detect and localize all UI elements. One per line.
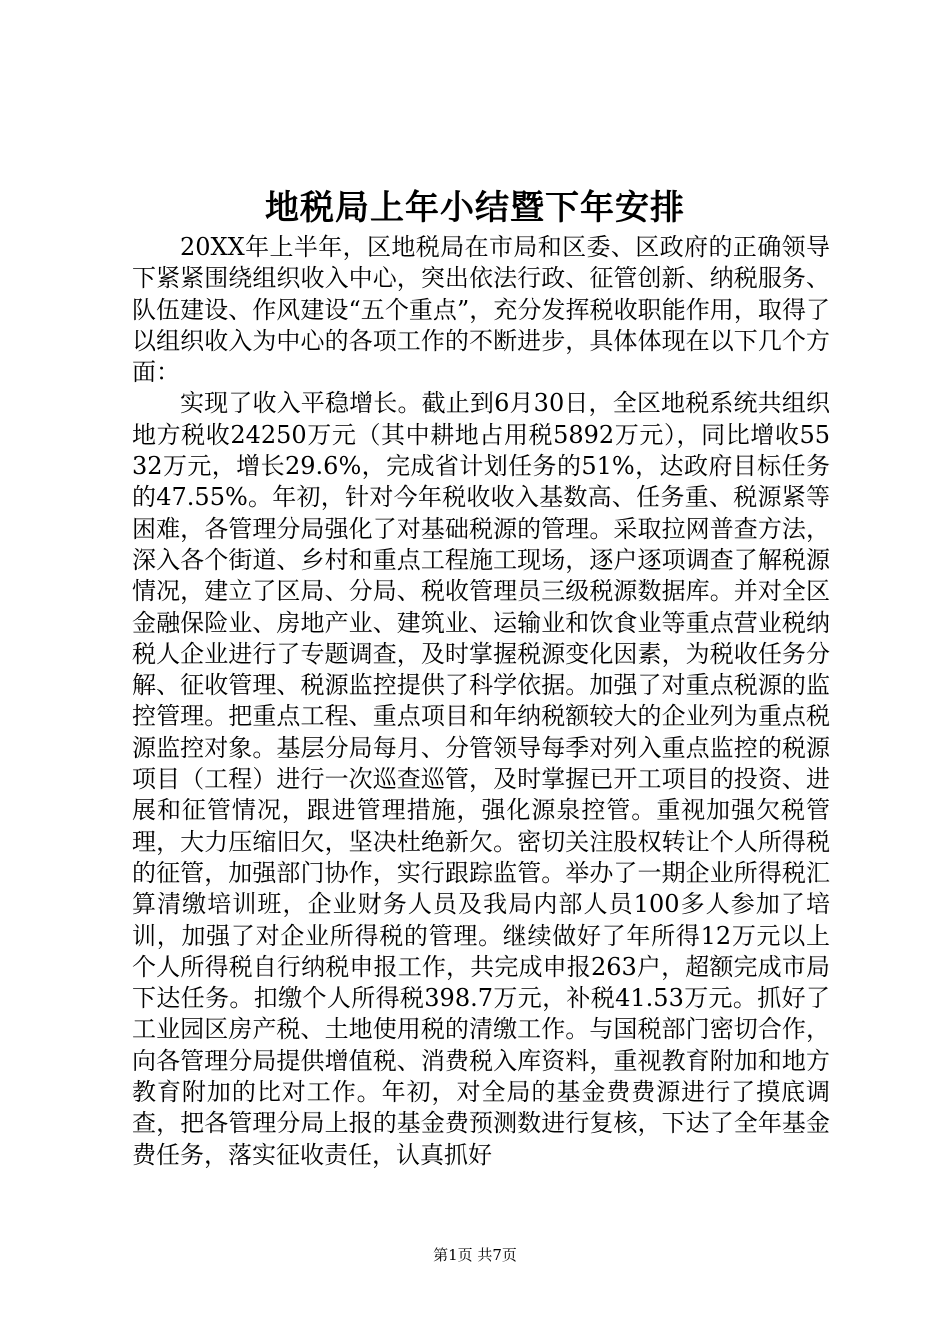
paragraph-intro: 20XX年上半年，区地税局在市局和区委、区政府的正确领导下紧紧围绕组织收入中心，突出依法行政、征管创新、纳税服务、队伍建设、作风建设“五个重点”，充分发挥税收职能作用，取得了以组织收入为中心的各项工作的不断进步，具体体现在以下几个方面： [132,233,830,387]
page-footer: 第1页 共7页 [433,1246,517,1264]
document-body [132,232,830,1171]
document-title: 地税局上年小结暨下年安排 [265,188,685,228]
paragraph-revenue-growth: 实现了收入平稳增长。截止到6月30日，全区地税系统共组织地方税收24250万元（其中耕地占用税5892万元），同比增收5532万元，增长29.6%，完成省计划任务的51%，达政府目标任务的47.55%。年初，针对今年税收收入基数高、任务重、税源紧等困难，各管理分局强化了对基础税源的管理。采取拉网普查方法，深入各个街道、乡村和重点工程施工现场，逐户逐项调查了解税源情况，建立了区局、分局、税收管理员三级税源数据库。并对全区金融保险业、房地产业、建筑业、运输业和饮食业等重点营业税纳税人企业进行了专题调查，及时掌握税源变化因素，为税收任务分解、征收管理、税源监控提供了科学依据。加强了对重点税源的监控管理。把重点工程、重点项目和年纳税额较大的企业列为重点税源监控对象。基层分局每月、分管领导每季对列入重点监控的税源项目（工程）进行一次巡查巡管，及时掌握已开工项目的投资、进展和征管情况，跟进管理措施，强化源泉控管。重视加强欠税管理，大力压缩旧欠，坚决杜绝新欠。密切关注股权转让个人所得税的征管，加强部门协作，实行跟踪监管。举办了一期企业所得税汇算清缴培训班，企业财务人员及我局内部人员100多人参加了培训，加强了对企业所得税的管理。继续做好了年所得12万元以上个人所得税自行纳税申报工作，共完成申报263户，超额完成市局下达任务。扣缴个人所得税398.7万元，补税41.53万元。抓好了工业园区房产税、土地使用税的清缴工作。与国税部门密切合作，向各管理分局提供增值税、消费税入库资料，重视教育附加和地方教育附加的比对工作。年初，对全局的基金费费源进行了摸底调查，把各管理分局上报的基金费预测数进行复核，下达了全年基金费任务，落实征收责任，认真抓好 [132,389,830,1169]
